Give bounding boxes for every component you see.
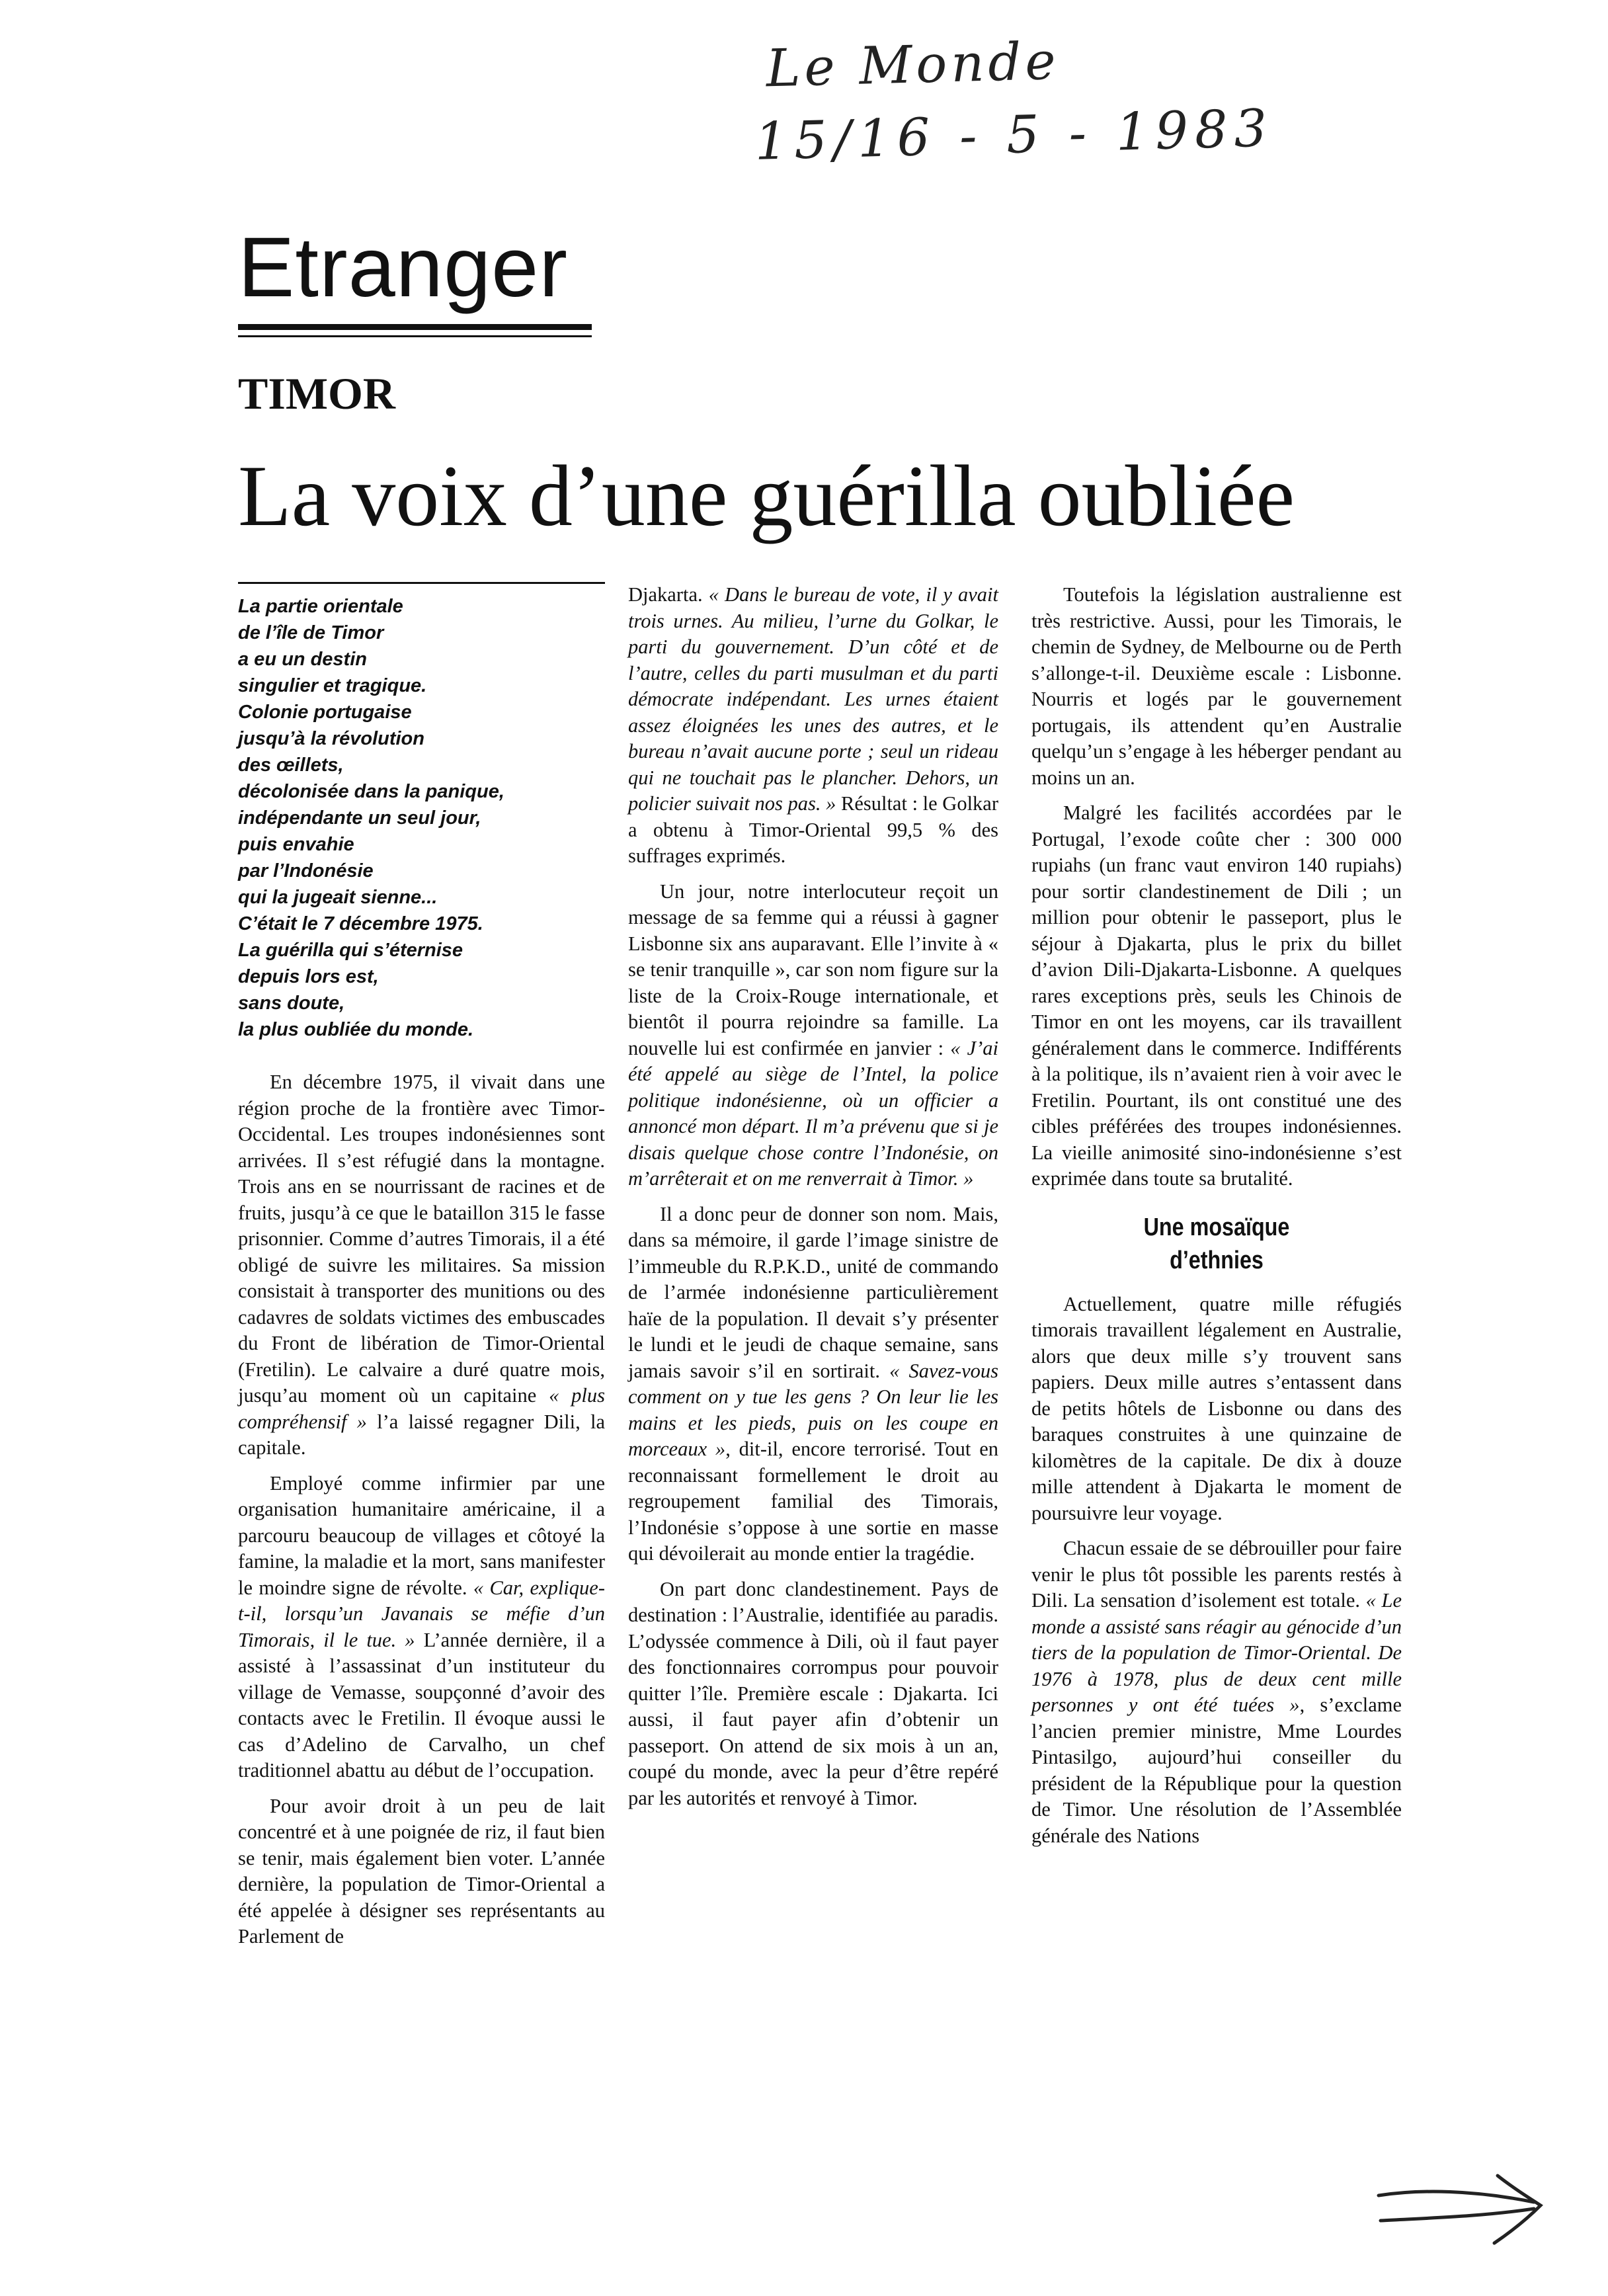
paragraph: On part donc clandestinement. Pays de destination : l’Australie, identifiée au paradis. L’odyssée commence à Dili, où il faut payer des fonctionnaires corrompus pour pouvoir quitter l’île. Première escale : Djakarta. Ici aussi, il faut payer afin d’obtenir un passeport. On attend de six mois à un an, coupé du monde, avec la peur d’être repéré par les autorités et renvoyé à Timor. — [628, 1577, 998, 1809]
text: l’a laissé regagner Dili, la capitale. — [238, 1410, 605, 1459]
chapo-line: depuis lors est, — [238, 966, 379, 987]
section-rule — [238, 324, 592, 330]
chapo-line: La guérilla qui s’éternise — [238, 940, 463, 961]
text: L’année dernière, il a assisté à l’assassinat d’un instituteur du village de Vemasse, soupçonné d’avoir des contacts avec le Fretilin. Il évoque aussi le cas d’Adelino de Carvalho, un chef traditionnel abattu au début de l’occupation. — [238, 1628, 606, 1782]
column-2 — [628, 582, 998, 1821]
chapo-line: a eu un destin — [238, 649, 367, 670]
chapo-rule — [238, 582, 605, 584]
quote: « Dans le bureau de vote, il y avait trois urnes. Au milieu, l’urne du Golkar, le parti du gouvernement. D’un côté et de l’autre, celles du parti musulman et du parti démocrate indépendant. Les urnes étaient assez éloignées les unes des autres, et le bureau n’avait aucune porte ; seul un rideau qui ne touchait pas le plancher. Dehors, un policier suivait nos pas. » — [628, 583, 998, 815]
text: Il a donc peur de donner son nom. Mais, dans sa mémoire, il garde l’image sinistre de l’immeuble du R.P.K.D., unité de commando de l’armée indonésienne particulièrement haïe de la population. Il devait s’y présenter le lundi et le jeudi de chaque semaine, sans jamais savoir s’il en sortirait. — [628, 1202, 998, 1382]
text: , dit-il, encore terrorisé. Tout en reconnaissant formellement le droit au regroupement familial des Timorais, l’Indonésie s’oppose à une sortie en masse qui dévoilerait au monde entier la tragédie. — [628, 1438, 998, 1565]
text: Djakarta. — [628, 583, 709, 606]
text: , s’exclame l’ancien premier ministre, Mme Lourdes Pintasilgo, aujourd’hui conseiller du président de la République pour la question de Timor. Une résolution de l’Assemblée générale des Nations — [1031, 1694, 1402, 1847]
paragraph — [1031, 1536, 1402, 1849]
paragraph: Actuellement, quatre mille réfugiés timorais travaillent légalement en Australie, alors que deux mille s’y trouvent sans papiers. Deux mille autres s’entassent dans de petits hôtels de Lisbonne ou dans des baraques construites à une quinzaine de kilomètres de la capitale. De dix à douze mille attendent à Djakarta le moment de poursuivre leur voyage. — [1031, 1292, 1402, 1524]
quote: « J’ai été appelé au siège de l’Intel, la police politique indonésienne, où un officier a annoncé mon départ. Il m’a prévenu que si je disais quelque chose contre l’Indonésie, on m’arrêterait et on me renverrait à Timor. » — [628, 1036, 998, 1190]
chapo-line: de l’île de Timor — [238, 622, 384, 643]
paragraph — [238, 1471, 605, 1784]
kicker: TIMOR — [238, 368, 395, 419]
chapo-line: la plus oubliée du monde. — [238, 1019, 474, 1040]
text: Chacun essaie de se débrouiller pour faire venir le plus tôt possible les parents restés à Dili. La sensation d’isolement est totale. — [1031, 1537, 1402, 1612]
paragraph: Malgré les facilités accordées par le Portugal, l’exode coûte cher : 300 000 rupiahs (un franc vaut environ 140 rupiahs) pour sortir clandestinement de Dili ; un million pour obtenir le passeport, plus le séjour à Djakarta, plus le prix du billet d’avion Dili-Djakarta-Lisbonne. A quelques rares exceptions près, seuls les Chinois de Timor en ont les moyens, car ils travaillent généralement dans le commerce. Indifférents à la politique, ils n’avaient rien à voir avec le Fretilin. Pourtant, ils ont constitué une des cibles préférées des troupes indonésiennes. La vieille animosité sino-indonésienne s’est exprimée dans toute sa brutalité. — [1031, 801, 1402, 1190]
paragraph — [628, 582, 998, 870]
chapo-line: Colonie portugaise — [238, 702, 412, 723]
quote: « plus compréhensif » — [238, 1384, 606, 1433]
quote: « Car, explique-t-il, lorsqu’un Javanais se méfie d’un Timorais, il le tue. » — [238, 1576, 605, 1651]
chapo-line: La partie orientale — [238, 596, 403, 617]
section-title: Etranger — [238, 220, 568, 315]
annotation-date: 15/16 - 5 - 1983 — [754, 99, 1275, 172]
chapo-line: par l’Indonésie — [238, 860, 374, 882]
paragraph — [628, 1202, 998, 1567]
chapo-line: sans doute, — [238, 993, 345, 1014]
intertitle — [1059, 1211, 1374, 1277]
paragraph — [238, 1069, 605, 1461]
chapo-line: jusqu’à la révolution — [238, 728, 424, 749]
text: Un jour, notre interlocuteur reçoit un message de sa femme qui a réussi à gagner Lisbonne six ans auparavant. Elle l’invite à « se tenir tranquille », car son nom figure sur la liste de la Croix-Rouge internationale, et bientôt il pourra rejoindre sa famille. La nouvelle lui est confirmée en janvier : — [628, 880, 998, 1059]
text: En décembre 1975, il vivait dans une région proche de la frontière avec Timor-Occidental. Les troupes indonésiennes sont arrivées. Il s’est réfugié dans la montagne. Trois ans en se nourrissant de racines et de fruits, jusqu’à ce que le bataillon 315 le fasse prisonnier. Comme d’autres Timorais, il a été obligé de suivre les militaires. Sa mission consistait à transporter des munitions ou des cadavres de soldats victimes des embuscades du Front de libération de Timor-Oriental (Fretilin). Le calvaire a duré quatre mois, jusqu’au moment où un capitaine — [238, 1071, 605, 1407]
intertitle-line: d’ethnies — [1170, 1246, 1264, 1274]
paragraph — [628, 879, 998, 1192]
column-3 — [1031, 582, 1402, 1858]
chapo-line: des œillets, — [238, 755, 344, 776]
quote: « Savez-vous comment on y tue les gens ? On leur lie les mains et les pieds, puis on les coupe en morceaux » — [628, 1359, 999, 1460]
chapo-line: C’était le 7 décembre 1975. — [238, 913, 483, 934]
chapo — [238, 593, 605, 1043]
chapo-line: singulier et tragique. — [238, 675, 427, 696]
headline: La voix d’une guérilla oubliée — [238, 447, 1295, 544]
column-1 — [238, 582, 605, 1959]
continue-arrow-icon — [1375, 2169, 1547, 2248]
paragraph: Toutefois la législation australienne est très restrictive. Aussi, pour les Timorais, le chemin de Sydney, de Melbourne ou de Perth s’allonge-t-il. Deuxième escale : Lisbonne. Nourris et logés par le gouvernement portugais, ils attendent qu’en Australie quelqu’un s’engage à les héberger pendant au moins un an. — [1031, 583, 1402, 789]
chapo-line: décolonisée dans la panique, — [238, 781, 504, 802]
text: Employé comme infirmier par une organisation humanitaire américaine, il a parcouru beaucoup de villages et côtoyé la famine, la maladie et la mort, sans manifester le moindre signe de révolte. — [238, 1471, 605, 1599]
text: Résultat : le Golkar a obtenu à Timor-Oriental 99,5 % des suffrages exprimés. — [628, 792, 999, 867]
paragraph: Pour avoir droit à un peu de lait concentré et à une poignée de riz, il faut bien se tenir, mais également bien voter. L’année dernière, la population de Timor-Oriental a été appelée à désigner ses représentants au Parlement de — [238, 1794, 605, 1948]
annotation-newspaper: Le Monde — [765, 31, 1061, 99]
quote: « Le monde a assisté sans réagir au génocide d’un tiers de la population de Timor-Oriental. De 1976 à 1978, plus de deux cent mille personnes y ont été tuées » — [1031, 1589, 1402, 1716]
chapo-line: indépendante un seul jour, — [238, 807, 481, 829]
intertitle-line: Une mosaïque — [1143, 1213, 1290, 1241]
chapo-line: qui la jugeait sienne... — [238, 887, 438, 908]
handwritten-annotation — [752, 20, 1275, 179]
section-rule-thin — [238, 335, 592, 337]
chapo-line: puis envahie — [238, 834, 354, 855]
